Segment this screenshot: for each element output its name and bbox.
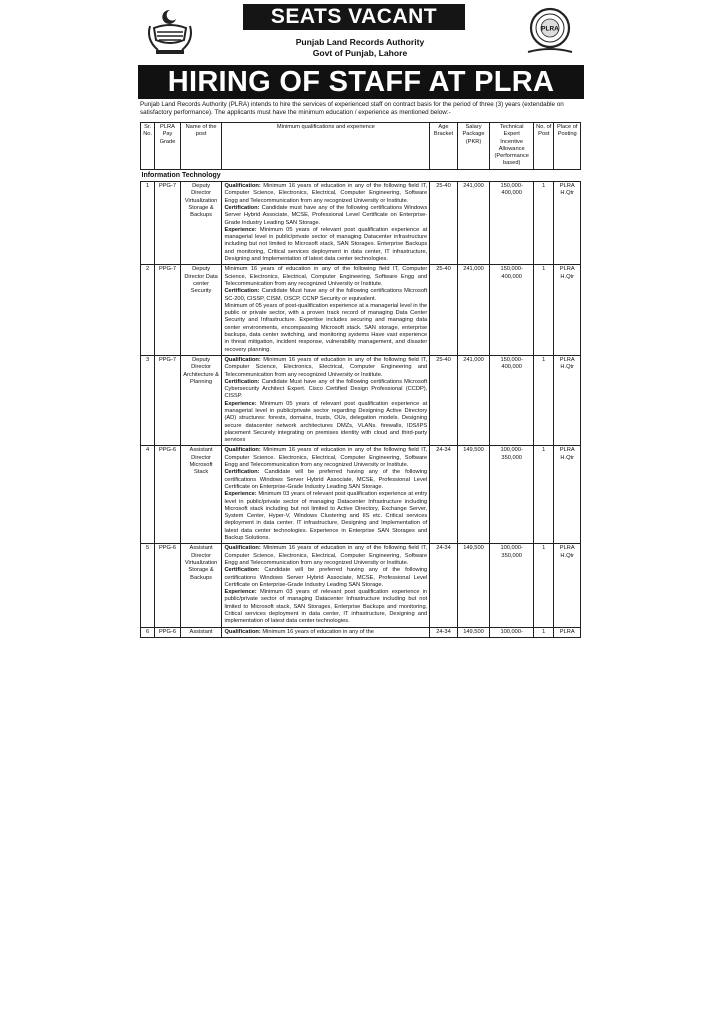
- qualification-block: [224, 629, 427, 636]
- qualification-text: Minimum 16 years of education in any of the following field IT, Computer Science, Electronics, Electrical, Computer Engineering, Software Engg and Telecommunication from any recognized University or Institute.: [224, 545, 428, 566]
- qualifications-cell: [222, 182, 430, 265]
- certification-label: Certification:: [224, 288, 260, 295]
- government-name: Govt of Punjab, Lahore: [312, 48, 408, 58]
- table-row: [141, 446, 581, 544]
- number-of-posts: 1: [534, 627, 554, 637]
- serial-number: 5: [141, 544, 155, 627]
- certification-label: Certification:: [224, 469, 260, 476]
- certification-block: [224, 205, 427, 227]
- table-header-row: [141, 123, 581, 170]
- salary-package: 149,500: [457, 544, 490, 627]
- qualification-label: Qualification:: [224, 356, 261, 363]
- number-of-posts: 1: [534, 182, 554, 265]
- seats-vacant-banner: SEATS VACANT: [243, 4, 465, 30]
- qualification-label: Qualification:: [224, 447, 261, 454]
- experience-label: Experience:: [224, 226, 257, 233]
- incentive-allowance: 150,000-400,000: [490, 182, 534, 265]
- column-header: Technical Expert Incentive Allowance (Performance based): [490, 123, 534, 170]
- post-name: Assistant: [180, 627, 222, 637]
- pay-grade: PPG-6: [155, 446, 180, 544]
- place-of-posting: PLRA: [554, 627, 581, 637]
- experience-text: Minimum 03 years of relevant post qualification experience at entry level in public/private sector of managing Datacenter Infrastructure including Microsoft stack including but not limited to Active Directory, Exchange Server, System Center, Hyper-V, Windows Clustering and IIS etc. Critical services deployment in data center. IT infrastructure, Designing and Implementation of latest data center technologies. Experience in Enterprise SAN Storages and Backup Solutions.: [224, 491, 428, 542]
- column-header: PLRA Pay Grade: [155, 123, 180, 170]
- pay-grade: PPG-6: [155, 627, 180, 637]
- incentive-allowance: 100,000-350,000: [490, 544, 534, 627]
- pay-grade: PPG-6: [155, 544, 180, 627]
- qualification-block: [224, 357, 427, 379]
- qualifications-cell: [222, 446, 430, 544]
- table-row: [141, 355, 581, 446]
- table-row: [141, 544, 581, 627]
- experience-text: Minimum of 05 years of post-qualification experience at a managerial level in the public or private sector, with a proven track record of managing Data Center Security and Infrastructure. Expertise includes securing and managing data center environments, encompassing Microsoft stack. SAN storage, enterprise backups, data center switching, and monitoring systems Have vast experience in threat mitigation, incident response, vulnerability management, and disaster recovery planning.: [224, 302, 428, 353]
- serial-number: 4: [141, 446, 155, 544]
- salary-package: 149,500: [457, 446, 490, 544]
- qualification-text: Minimum 16 years of education in any of the following field IT, Computer Science, Electronics, Electrical, Computer Engineering, Software Engg and Telecommunication from any recognized University or Institute.: [224, 266, 428, 287]
- certification-label: Certification:: [224, 204, 260, 211]
- qualification-block: [224, 183, 427, 205]
- age-bracket: 25-40: [430, 182, 458, 265]
- experience-block: [224, 401, 427, 445]
- post-name: Deputy Director Data center Security: [180, 265, 222, 356]
- section-title: Information Technology: [141, 169, 581, 181]
- serial-number: 1: [141, 182, 155, 265]
- salary-package: 241,000: [457, 265, 490, 356]
- incentive-allowance: 100,000-350,000: [490, 446, 534, 544]
- qualification-block: [224, 545, 427, 567]
- qualification-text: Minimum 16 years of education in any of the following field IT, Computer Science, Electronics, Electrical, Computer Engineering and Telecommunication from any recognized University or Institute.: [224, 356, 428, 378]
- intro-paragraph: Punjab Land Records Authority (PLRA) intends to hire the services of experienced staff on contract basis for the period of three (3) years (extendable on satisfactory performance). The applicants must have the minimum education / experience as mentioned below:-: [140, 101, 564, 116]
- pay-grade: PPG-7: [155, 355, 180, 446]
- number-of-posts: 1: [534, 544, 554, 627]
- post-name: Assistant Director Virtualization Storage & Backups: [180, 544, 222, 627]
- experience-block: [224, 589, 427, 625]
- table-row: [141, 182, 581, 265]
- experience-label: Experience:: [224, 589, 257, 596]
- certification-text: Candidate will be preferred having any of the following certifications Windows Server Hybrid Associate, MCSE, Professional Level Certificate on Enterprise-Grade Industry Leading SAN Storage.: [224, 567, 428, 588]
- serial-number: 2: [141, 265, 155, 356]
- qualification-block: [224, 447, 427, 469]
- table-row: [141, 627, 581, 637]
- post-name: Assistant Director Microsoft Stack: [180, 446, 222, 544]
- certification-block: [224, 288, 427, 303]
- qualification-block: [224, 266, 427, 288]
- punjab-govt-emblem-icon: [142, 6, 198, 58]
- column-header: Age Bracket: [430, 123, 458, 170]
- certification-block: [224, 379, 427, 401]
- certification-text: Candidate Must have any of the following certifications Microsoft SC-200, CISSP, CISM, OSCP, CCNP Security or equivalent.: [224, 288, 428, 302]
- place-of-posting: PLRA H.Qtr: [554, 265, 581, 356]
- experience-block: [224, 227, 427, 263]
- qualification-text: Minimum 16 years of education in any of the following field IT, Computer Science. Electronics, Electrical, Computer Engineering, Software Engg and Telecommunication from any recognized University or Institute.: [224, 447, 428, 469]
- certification-label: Certification:: [224, 567, 260, 574]
- table-row: [141, 265, 581, 356]
- qualification-label: Qualification:: [224, 183, 261, 190]
- qualification-label: Qualification:: [224, 628, 261, 635]
- certification-label: Certification:: [224, 378, 260, 385]
- certification-text: Candidate Must have any of the following certifications Microsoft Cybersecurity Architect Expert. Cisco Certified Design Professional (CCDP), CISSP.: [224, 378, 428, 400]
- plra-seal-label: PLRA: [541, 25, 559, 33]
- vacancies-table: [140, 122, 581, 638]
- number-of-posts: 1: [534, 355, 554, 446]
- section-row: [141, 169, 581, 181]
- column-header: Name of the post: [180, 123, 222, 170]
- qualifications-cell: [222, 355, 430, 446]
- certification-block: [224, 567, 427, 589]
- plra-seal-icon: [522, 6, 578, 58]
- age-bracket: 24-34: [430, 544, 458, 627]
- place-of-posting: PLRA H.Qtr: [554, 355, 581, 446]
- incentive-allowance: 150,000-400,000: [490, 265, 534, 356]
- qualification-text: Minimum 16 years of education in any of the following field IT, Computer Science, Electronics, Electrical, Computer Engineering, Software Engg and Telecommunication from any recognized University or Institute.: [224, 183, 428, 204]
- column-header: Sr. No.: [141, 123, 155, 170]
- qualifications-cell: [222, 544, 430, 627]
- pay-grade: PPG-7: [155, 182, 180, 265]
- age-bracket: 25-40: [430, 355, 458, 446]
- certification-text: Candidate must have any of the following certifications Windows Server Hybrid Associate, MCSE, Professional Level Certificate on Enterprise-Grade Industry Leading SAN Storage.: [224, 204, 428, 226]
- place-of-posting: PLRA H.Qtr: [554, 544, 581, 627]
- salary-package: 241,000: [457, 182, 490, 265]
- serial-number: 3: [141, 355, 155, 446]
- column-header: No. of Post: [534, 123, 554, 170]
- serial-number: 6: [141, 627, 155, 637]
- age-bracket: 24-34: [430, 627, 458, 637]
- place-of-posting: PLRA H.Qtr: [554, 182, 581, 265]
- experience-block: [224, 491, 427, 542]
- certification-block: [224, 469, 427, 491]
- qualifications-cell: [222, 627, 430, 637]
- column-header: Salary Package (PKR): [457, 123, 490, 170]
- age-bracket: 25-40: [430, 265, 458, 356]
- post-name: Deputy Director Virtualization Storage & Backups: [180, 182, 222, 265]
- qualifications-cell: [222, 265, 430, 356]
- experience-text: Minimum 03 years of relevant post qualification experience in public/private sector of managing Datacenter Infrastructure including but not limited to Microsoft stack, SAN Storages, Enterprise Backups and monitoring, Critical services deployment in data center, IT infrastructure, Designing and implementation of latest data center technologies.: [224, 589, 428, 625]
- pay-grade: PPG-7: [155, 265, 180, 356]
- experience-label: Experience:: [224, 400, 257, 407]
- qualification-label: Qualification:: [224, 545, 261, 552]
- column-header: Minimum qualifications and experience: [222, 123, 430, 170]
- number-of-posts: 1: [534, 265, 554, 356]
- place-of-posting: PLRA H.Qtr: [554, 446, 581, 544]
- experience-text: Minimum 05 years of relevant post qualification experience at managerial level in public/private sector of managing Datacenter infrastructure including but not limited to Microsoft stack, SAN Storages. Enterprise Backups and monitoring, Critical services deployment in data center, IT infrastructure, Designing and Implementation of latest data center technologies.: [224, 226, 428, 263]
- certification-text: Candidate will be preferred having any of the following certifications Windows Server Hybrid Associate, MCSE, Professional Level Certificate on Enterprise-Grade Industry Leading SAN Storage.: [224, 469, 428, 490]
- incentive-allowance: 150,000-400,000: [490, 355, 534, 446]
- qualification-text: Minimum 16 years of education in any of the: [260, 628, 374, 635]
- salary-package: 241,000: [457, 355, 490, 446]
- experience-label: Experience:: [224, 491, 257, 498]
- experience-block: [224, 303, 427, 354]
- column-header: Place of Posting: [554, 123, 581, 170]
- age-bracket: 24-34: [430, 446, 458, 544]
- post-name: Deputy Director Architecture & Planning: [180, 355, 222, 446]
- salary-package: 149,500: [457, 627, 490, 637]
- number-of-posts: 1: [534, 446, 554, 544]
- page-title: HIRING OF STAFF AT PLRA: [138, 65, 584, 99]
- incentive-allowance: 100,000-: [490, 627, 534, 637]
- experience-text: Minimum 05 years of relevant post qualification experience at managerial level in public/private sector regarding Designing Active Directory (AD) structures: forests, domains, trusts, OUs, delegation models. Designing secure datacenter network architectures DMZs, VLANs. firewalls, IDS/IPS placement Securely integrating on premises identity with cloud and third-party services: [224, 400, 428, 444]
- organization-name: Punjab Land Records Authority: [295, 37, 425, 47]
